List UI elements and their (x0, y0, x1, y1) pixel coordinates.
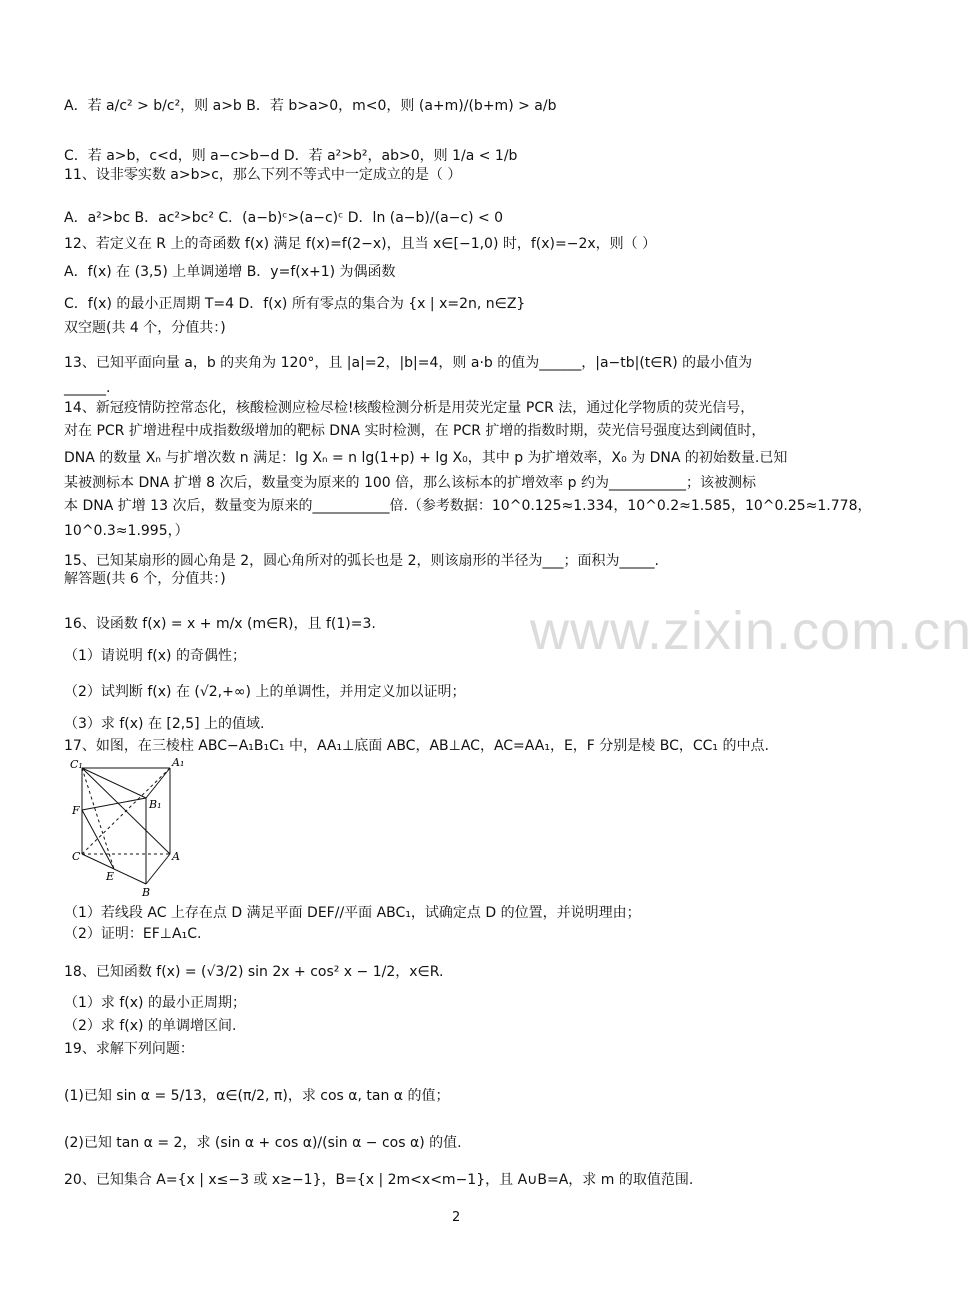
text-line: 10^0.3≈1.995，） (64, 523, 189, 539)
text-line: ______. (64, 380, 111, 396)
text-line: DNA 的数量 Xₙ 与扩增次数 n 满足：lg Xₙ = n lg(1+p) + lg X₀，其中 p 为扩增效率，X₀ 为 DNA 的初始数量.已知 (64, 450, 788, 466)
text-line: 某被测标本 DNA 扩增 8 次后，数量变为原来的 100 倍，那么该标本的扩增效率 p 约为___________；该被测标 (64, 475, 756, 491)
text-line: 解答题(共 6 个，分值共：) (64, 571, 226, 587)
prism-figure (70, 756, 186, 898)
label-a: A (172, 850, 180, 863)
text-line: 本 DNA 扩增 13 次后，数量变为原来的___________倍.（参考数据：10^0.125≈1.334，10^0.2≈1.585，10^0.25≈1.778， (64, 498, 872, 514)
text-line: （1）若线段 AC 上存在点 D 满足平面 DEF//平面 ABC₁，试确定点 D 的位置，并说明理由； (64, 905, 641, 921)
text-line: （2）求 f(x) 的单调增区间. (64, 1018, 237, 1034)
label-e: E (106, 870, 115, 883)
text-line: C．f(x) 的最小正周期 T=4 D．f(x) 所有零点的集合为 {x | x=2n, n∈Z} (64, 296, 526, 312)
text-line: 双空题(共 4 个，分值共：) (64, 320, 226, 336)
text-line: (1)已知 sin α = 5/13，α∈(π/2, π)，求 cos α, tan α 的值； (64, 1088, 450, 1104)
text-line: 对在 PCR 扩增进程中成指数级增加的靶标 DNA 实时检测，在 PCR 扩增的指数时期，荧光信号强度达到阈值时， (64, 423, 766, 439)
text-line: (2)已知 tan α = 2，求 (sin α + cos α)/(sin α − cos α) 的值. (64, 1135, 462, 1151)
watermark: www.zixin.com.cn (530, 601, 972, 661)
page-number: 2 (452, 1210, 461, 1225)
label-c1: C₁ (70, 758, 83, 771)
text-line: （1）求 f(x) 的最小正周期； (64, 995, 246, 1011)
label-a1: A₁ (172, 756, 185, 769)
text-line: 18、已知函数 f(x) = (√3/2) sin 2x + cos² x − 1/2，x∈R. (64, 964, 444, 980)
label-f: F (72, 804, 80, 817)
text-line: 17、如图，在三棱柱 ABC−A₁B₁C₁ 中，AA₁⊥底面 ABC，AB⊥AC，AC=AA₁，E，F 分别是棱 BC，CC₁ 的中点. (64, 738, 769, 754)
text-line: A．若 a/c² > b/c²，则 a>b B．若 b>a>0，m<0，则 (a+m)/(b+m) > a/b (64, 98, 557, 114)
text-line: 19、求解下列问题： (64, 1041, 194, 1057)
label-b: B (142, 886, 151, 899)
text-line: 13、已知平面向量 a，b 的夹角为 120°，且 |a|=2，|b|=4，则 a·b 的值为______，|a−tb|(t∈R) 的最小值为 (64, 355, 753, 371)
text-line: 12、若定义在 R 上的奇函数 f(x) 满足 f(x)=f(2−x)，且当 x∈[−1,0) 时，f(x)=−2x，则（ ） (64, 236, 657, 252)
label-c: C (72, 850, 81, 863)
text-line: A．a²>bc B．ac²>bc² C．(a−b)ᶜ>(a−c)ᶜ D．ln (a−b)/(a−c) < 0 (64, 210, 504, 226)
text-line: 15、已知某扇形的圆心角是 2，圆心角所对的弧长也是 2，则该扇形的半径为___；面积为_____. (64, 553, 659, 569)
text-line: （2）证明：EF⊥A₁C. (64, 926, 202, 942)
text-line: 14、新冠疫情防控常态化，核酸检测应检尽检!核酸检测分析是用荧光定量 PCR 法，通过化学物质的荧光信号， (64, 400, 755, 416)
text-line: 16、设函数 f(x) = x + m/x (m∈R)，且 f(1)=3. (64, 616, 376, 632)
text-line: （2）试判断 f(x) 在 (√2,+∞) 上的单调性，并用定义加以证明； (64, 684, 466, 700)
text-line: 20、已知集合 A={x | x≤−3 或 x≥−1}，B={x | 2m<x<m−1}，且 A∪B=A，求 m 的取值范围. (64, 1172, 694, 1188)
text-line: （3）求 f(x) 在 [2,5] 上的值域. (64, 716, 265, 732)
text-line: （1）请说明 f(x) 的奇偶性； (64, 648, 246, 664)
text-line: C．若 a>b，c<d，则 a−c>b−d D．若 a²>b²，ab>0，则 1/a < 1/b (64, 148, 518, 164)
text-line: 11、设非零实数 a>b>c，那么下列不等式中一定成立的是（ ） (64, 167, 462, 183)
text-line: A．f(x) 在 (3,5) 上单调递增 B．y=f(x+1) 为偶函数 (64, 264, 396, 280)
label-b1: B₁ (149, 798, 162, 811)
